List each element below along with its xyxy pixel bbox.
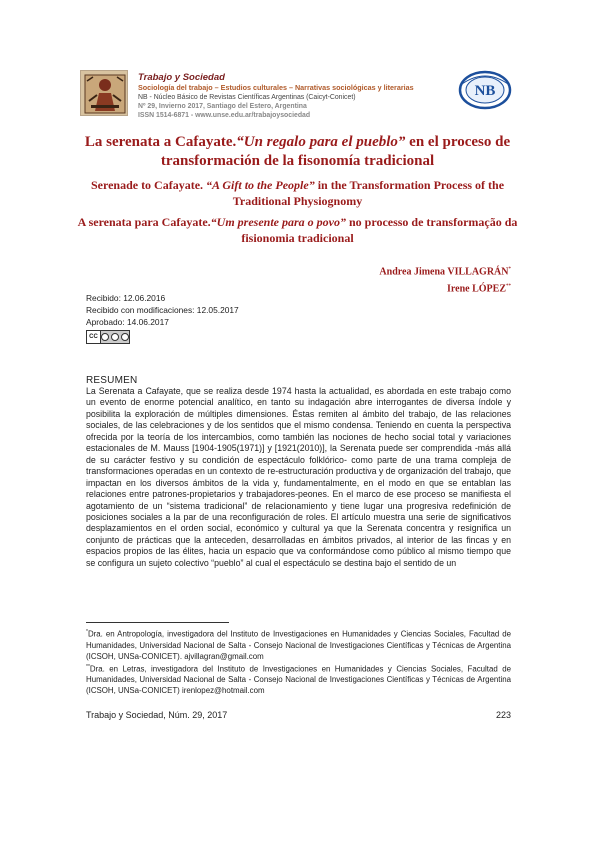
journal-subtitle: Sociología del trabajo – Estudios culturales – Narrativas sociológicas y literarias [138,83,414,92]
title-en-pre: Serenade to Cafayate. [90,178,207,192]
title-es-pre: La serenata a Cafayate. [84,134,237,150]
page-number: 223 [495,710,511,720]
cc-sa-icon [121,333,129,341]
footnote-2 [86,662,511,697]
footnote-1-mark: * [86,629,88,635]
author-list [379,262,511,297]
nb-logo-text: NB [474,83,496,99]
journal-header [80,70,520,119]
title-es-post: en el proceso de transformación de la fisonomía tradicional [160,134,511,169]
footnote-2-mark: ** [86,663,90,670]
footnotes [86,627,511,696]
date-received: Recibido: 12.06.2016 [86,293,166,303]
author-1-mark: * [508,267,511,272]
footnote-1 [86,627,511,662]
issn-line: ISSN 1514-6871 - www.unse.edu.ar/trabajoysociedad [138,112,311,119]
title-en-italic: “A Gift to the People” [206,178,315,192]
footnote-divider [86,622,229,623]
title-english [70,177,525,209]
nb-logo [458,70,512,110]
issue-line: Nº 29, Invierno 2017, Santiago del Estero, Argentina [138,103,307,110]
author-2-name: Irene LÓPEZ [447,283,506,295]
footnote-1-text: Dra. en Antropología, investigadora del Instituto de Investigaciones en Humanidades y Ciencias Sociales, Facultad de Humanidades, Universidad Nacional de Salta - Consejo Nacional de Investigaciones Científicas y Técnicas de Argentina (ICSOH, UNSa-CONICET). ajvillagran@gmail.com [86,629,511,661]
footer-journal-issue: Trabajo y Sociedad, Núm. 29, 2017 [86,710,228,720]
nb-seal-icon [458,70,512,110]
nb-line: NB - Núcleo Básico de Revistas Científicas Argentinas (Caicyt-Conicet) [138,94,356,101]
journal-name: Trabajo y Sociedad [138,72,225,83]
page-footer [86,710,511,720]
cc-nc-icon [111,333,119,341]
date-approved: Aprobado: 14.06.2017 [86,317,169,327]
cc-by-icon [101,333,109,341]
title-pt-italic: “Um presente para o povo” [210,215,346,229]
author-2-mark: ** [506,284,511,290]
title-pt-post: no processo de transformação da fisionomia tradicional [241,215,518,245]
abstract-body: La Serenata a Cafayate, que se realiza desde 1974 hasta la actualidad, es abordada en este trabajo como un evento de enorme potencial analítico, en tanto su indagación abre interrogantes de diversa índole y posibilita la exploración de múltiples dimensiones. Éstas remiten al ámbito del trabajo, de las relaciones sociales, de las celebraciones y de los sentidos que el mismo condensa. Teniendo en cuenta la perspectiva ofrecida por la teoría de los intercambios, como también las nociones de hecho social total y variaciones estacionales de M. Mauss [1904-1905(1971)] y [1921(2010)], la Serenata puede ser comprendida -más allá de su carácter festivo y su condición de espectáculo folklórico- como parte de una trama compleja de transformaciones operadas en un contexto de re-estructuración productiva y de organización del trabajo, que impactan en los diversos ámbitos de la vida y, fundamentalmente, en el modo en que se entablan las relaciones entre patrones-propietarios y trabajadores-peones. En el marco de ese proceso se manifiesta el agotamiento de un “sistema tradicional” de relacionamiento y tiene lugar una progresiva redefinición de posiciones sociales a la par de una reconfiguración de roles. El artículo muestra una serie de significativos desplazamientos en el orden social, económico y cultural ya que la Serenata concentra y resignifica un conjunto de prácticas que la anteceden, desarrolladas en ámbitos privados, al interior de las fincas y en espacios propios de las élites, hacia un espacio que va conformándose como público al mismo tiempo que se configura un sujeto colectivo “pueblo” al cual el espectáculo se destina bajo el sentido de un [86,386,511,568]
author-1 [379,262,511,279]
date-revised: Recibido con modificaciones: 12.05.2017 [86,305,239,315]
cc-label: CC [87,331,101,343]
abstract-heading: RESUMEN [86,375,138,386]
woodcut-illustration-icon [81,71,128,116]
author-1-name: Andrea Jimena VILLAGRÁN [379,266,509,278]
submission-dates [86,292,239,328]
title-es-italic: “Un regalo para el pueblo” [236,134,406,150]
title-en-post: in the Transformation Process of the Traditional Physiognomy [232,178,505,208]
cc-license-badge[interactable] [86,330,130,344]
title-portuguese [70,214,525,246]
title-pt-pre: A serenata para Cafayate. [77,215,211,229]
title-spanish [70,133,525,171]
journal-logo-image [80,70,128,116]
footnote-2-text: Dra. en Letras, investigadora del Instituto de Investigaciones en Humanidades y Ciencias Sociales, Facultad de Humanidades, Universidad Nacional de Salta - Consejo Nacional de Investigaciones Científicas y Técnicas de Argentina (ICSOH, UNSa-CONICET) irenlopez@hotmail.com [86,664,511,696]
author-2 [379,279,511,296]
